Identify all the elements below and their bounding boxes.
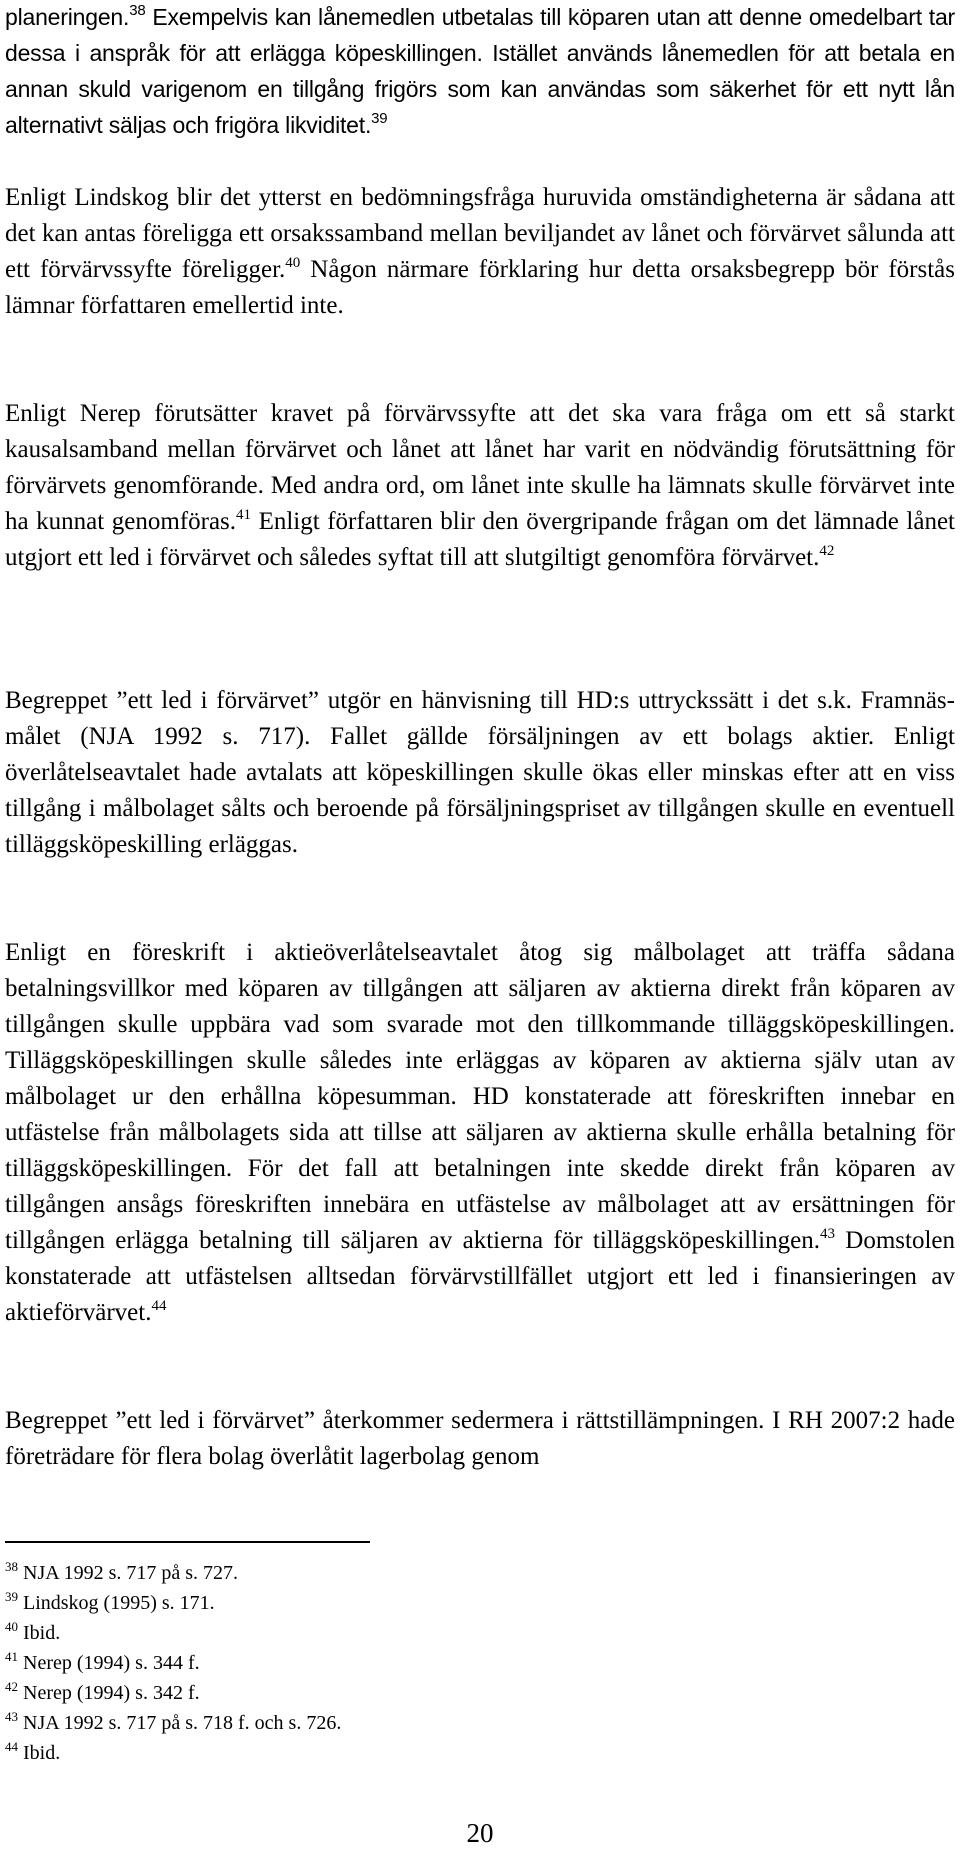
paragraph-text: Enligt Lindskog blir det ytterst en bedömningsfråga huruvida omständigheterna är sådana att det kan antas föreligga ett orsakssamband mellan beviljandet av lånet och förvärvet sålunda att ett förvärvssyfte föreligger. [5, 184, 955, 283]
paragraph-text: Enligt författaren blir den övergripande frågan om det lämnade lånet utgjort ett led i förvärvet och således syftat till att slutgiltigt genomföra förvärvet. [5, 508, 955, 571]
footnote-separator [5, 1541, 370, 1543]
footnote-number: 44 [5, 1739, 18, 1754]
footnote-text: NJA 1992 s. 717 på s. 718 f. och s. 726. [23, 1712, 342, 1734]
footnote-text: Lindskog (1995) s. 171. [23, 1592, 215, 1614]
footnote-number: 38 [5, 1559, 18, 1574]
footnote-item [5, 1558, 705, 1588]
paragraph-1 [5, 0, 955, 143]
footnote-ref[interactable]: 41 [236, 507, 252, 523]
paragraph-text: Domstolen konstaterade att utfästelsen alltsedan förvärvstillfället utgjort ett led i finansieringen av aktieförvärvet. [5, 1227, 955, 1326]
footnotes [5, 1558, 705, 1768]
footnote-text: Ibid. [23, 1622, 61, 1644]
paragraph-4 [5, 683, 955, 863]
footnote-item [5, 1618, 705, 1648]
paragraph-text: Begreppet ”ett led i förvärvet” återkommer sedermera i rättstillämpningen. I RH 2007:2 hade företrädare för flera bolag överlåtit lagerbolag genom [5, 1407, 955, 1470]
footnote-number: 40 [5, 1619, 18, 1634]
footnote-number: 41 [5, 1649, 18, 1664]
paragraph-2 [5, 180, 955, 324]
footnote-text: Nerep (1994) s. 342 f. [23, 1682, 200, 1704]
paragraph-text: Exempelvis kan lånemedlen utbetalas till köparen utan att denne omedelbart tar dessa i anspråk för att erlägga köpeskillingen. Istället används lånemedlen för att betala en annan skuld varigenom en tillgång frigörs som kan användas som säkerhet för ett nytt lån alternativt säljas och frigöra likviditet. [5, 4, 955, 138]
page-number: 20 [466, 1818, 494, 1848]
footnote-item [5, 1678, 705, 1708]
footnote-ref[interactable]: 42 [819, 543, 835, 559]
paragraph-text: Enligt en föreskrift i aktieöverlåtelseavtalet åtog sig målbolaget att träffa sådana betalningsvillkor med köparen av tillgången att säljaren av aktierna direkt från köparen av tillgången skulle uppbära vad som svarade mot den tillkommande tilläggsköpeskillingen. Tilläggsköpeskillingen skulle således inte erläggas av köparen av aktierna själv utan av målbolaget ur den erhållna köpesumman. HD konstaterade att föreskriften innebar en utfästelse från målbolagets sida att tillse att säljaren av aktierna skulle erhålla betalning för tilläggsköpeskillingen. För det fall att betalningen inte skedde direkt från köparen av tillgången ansågs föreskriften innebära en utfästelse av målbolaget att av ersättningen för tillgången erlägga betalning till säljaren av aktierna för tilläggsköpeskillingen. [5, 939, 955, 1254]
footnote-item [5, 1588, 705, 1618]
footnote-ref[interactable]: 44 [151, 1298, 167, 1314]
footnote-item [5, 1708, 705, 1738]
footnote-text: NJA 1992 s. 717 på s. 727. [23, 1562, 239, 1584]
footnote-number: 42 [5, 1679, 18, 1694]
paragraph-6 [5, 1403, 955, 1475]
paragraph-text: planeringen. [5, 4, 130, 30]
footnote-ref[interactable]: 40 [285, 255, 301, 271]
footnote-ref[interactable]: 38 [129, 2, 146, 19]
paragraph-text: Begreppet ”ett led i förvärvet” utgör en hänvisning till HD:s uttryckssätt i det s.k. Framnäs-målet (NJA 1992 s. 717). Fallet gällde försäljningen av ett bolags aktier. Enligt överlåtelseavtalet hade avtalats att köpeskillingen skulle ökas eller minskas efter att en viss tillgång i målbolaget sålts och beroende på försäljningspriset av tillgången skulle en eventuell tilläggsköpeskilling erläggas. [5, 687, 955, 858]
footnote-ref[interactable]: 39 [371, 110, 388, 127]
footnote-ref[interactable]: 43 [819, 1226, 835, 1242]
footnote-item [5, 1648, 705, 1678]
paragraph-text: Någon närmare förklaring hur detta orsaksbegrepp bör förstås lämnar författaren emellertid inte. [5, 256, 955, 319]
footnote-item [5, 1738, 705, 1768]
footnote-number: 43 [5, 1709, 18, 1724]
paragraph-3 [5, 396, 955, 576]
paragraph-text: Enligt Nerep förutsätter kravet på förvärvssyfte att det ska vara fråga om ett så starkt kausalsamband mellan förvärvet och lånet att lånet har varit en nödvändig förutsättning för förvärvets genomförande. Med andra ord, om lånet inte skulle ha lämnats skulle förvärvet inte ha kunnat genomföras. [5, 400, 955, 535]
footnote-number: 39 [5, 1589, 18, 1604]
footnote-text: Ibid. [23, 1742, 61, 1764]
paragraph-5 [5, 935, 955, 1331]
footnote-text: Nerep (1994) s. 344 f. [23, 1652, 200, 1674]
